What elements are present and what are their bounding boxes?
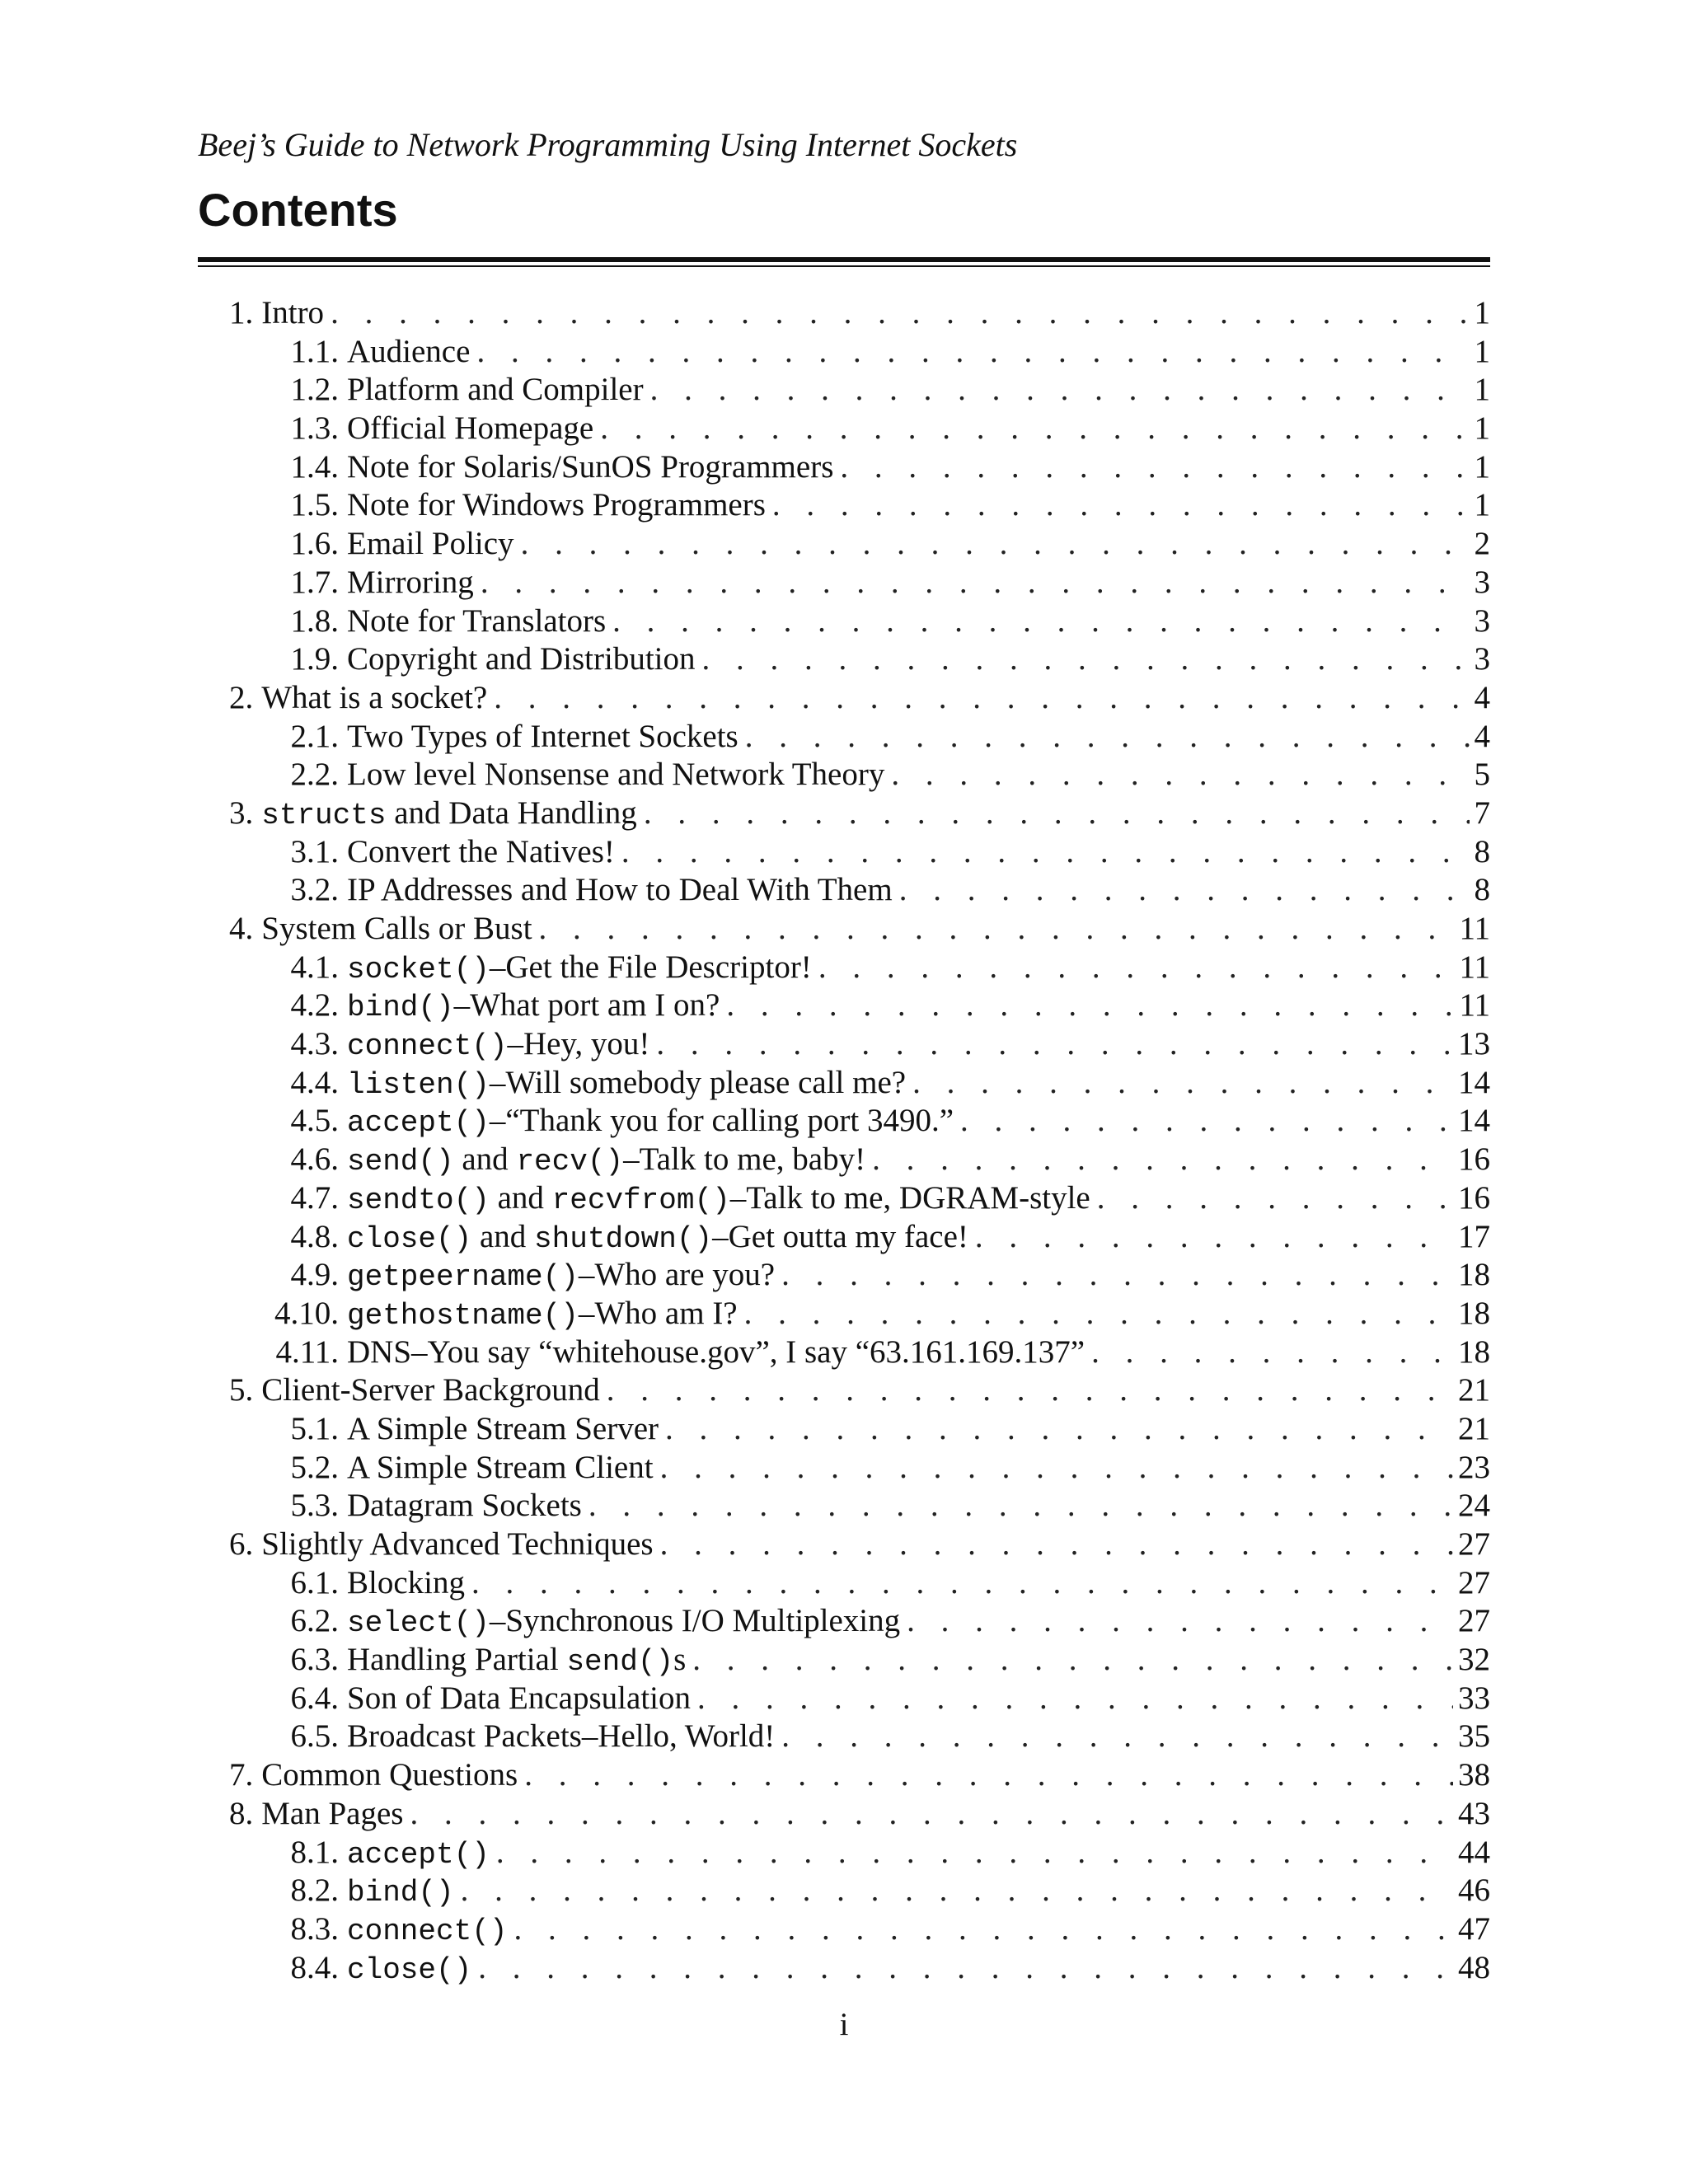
toc-entry-number: 6.2. [290, 1603, 339, 1639]
toc-entry-page: 38 [1458, 1757, 1490, 1793]
toc-entry-page: 27 [1458, 1564, 1490, 1601]
title-text: Note for Windows Programmers [347, 487, 766, 523]
toc-entry-title [347, 1025, 649, 1066]
toc-entry-number: 4.2. [290, 987, 339, 1024]
toc-entry-number: 1. [229, 295, 254, 330]
toc-entry[interactable] [198, 486, 1490, 525]
dot-leader [907, 1602, 1453, 1641]
title-text: –What port am I on? [453, 987, 720, 1024]
toc-entry-title [261, 294, 324, 333]
toc-entry[interactable] [198, 833, 1490, 872]
toc-entry[interactable] [198, 1025, 1490, 1064]
toc-entry-page: 7 [1474, 794, 1490, 831]
toc-entry-page: 13 [1458, 1026, 1490, 1062]
code-fragment: recv() [516, 1145, 624, 1179]
toc-entry-number: 4. [229, 911, 254, 946]
toc-entry-number: 1.8. [290, 602, 339, 639]
toc-entry-number: 1.3. [290, 410, 339, 447]
toc-entry-number: 5.1. [290, 1410, 339, 1446]
dot-leader [692, 1641, 1453, 1680]
title-text: IP Addresses and How to Deal With Them [347, 872, 893, 908]
toc-entry[interactable] [198, 871, 1490, 910]
toc-entry-title [347, 1295, 738, 1336]
dot-leader [1097, 1179, 1453, 1218]
code-fragment: getpeername() [347, 1260, 579, 1295]
title-text: Son of Data Encapsulation [347, 1680, 691, 1716]
toc-entry-page: 14 [1458, 1103, 1490, 1139]
title-text: –Hey, you! [507, 1026, 650, 1062]
toc-entry-title [347, 1641, 686, 1682]
toc-entry-title [347, 1487, 582, 1526]
toc-entry-number: 5.3. [290, 1488, 339, 1524]
dot-leader [331, 294, 1469, 333]
dot-leader [621, 833, 1470, 872]
title-text: –Get outta my face! [712, 1218, 968, 1254]
title-text: Two Types of Internet Sockets [347, 718, 738, 754]
title-text: Client-Server Background [261, 1372, 600, 1408]
toc-entry-page: 32 [1458, 1642, 1490, 1678]
toc-entry[interactable] [198, 333, 1490, 372]
toc-entry-page: 8 [1474, 872, 1490, 908]
title-text: and [471, 1218, 535, 1254]
title-text: Platform and Compiler [347, 372, 644, 408]
title-text: s [673, 1642, 687, 1678]
toc-entry-number: 3. [229, 794, 254, 831]
page-number: i [839, 2007, 849, 2042]
code-fragment: select() [347, 1606, 490, 1641]
title-text: Broadcast Packets–Hello, World! [347, 1718, 776, 1755]
code-fragment: send() [347, 1145, 454, 1179]
toc-entry-title [347, 833, 615, 872]
toc-entry-page: 11 [1459, 911, 1490, 946]
toc-entry-title [347, 1333, 1085, 1372]
code-fragment: send() [566, 1645, 674, 1680]
title-text: Copyright and Distribution [347, 641, 696, 677]
toc-entry[interactable] [198, 525, 1490, 564]
title-text: A Simple Stream Client [347, 1449, 654, 1485]
toc-entry-title [347, 602, 606, 641]
dot-leader [478, 1949, 1453, 1988]
toc-entry-page: 1 [1474, 487, 1490, 523]
dot-leader [726, 987, 1454, 1025]
toc-entry-title [347, 1680, 691, 1718]
toc-entry[interactable] [198, 1333, 1490, 1372]
toc-entry[interactable] [198, 718, 1490, 757]
title-text: Official Homepage [347, 410, 594, 447]
toc-entry-number: 6.1. [290, 1564, 339, 1601]
toc-entry-page: 1 [1474, 295, 1490, 330]
dot-leader [644, 794, 1470, 833]
toc-entry[interactable] [198, 756, 1490, 794]
title-text: Email Policy [347, 526, 514, 562]
toc-entry-number: 5. [229, 1372, 254, 1408]
code-fragment: shutdown() [534, 1221, 713, 1256]
toc-entry-number: 1.1. [290, 333, 339, 369]
toc-entry-title [347, 486, 766, 525]
toc-entry-page: 24 [1458, 1488, 1490, 1524]
toc-entry[interactable] [198, 448, 1490, 487]
toc-entry-page: 11 [1459, 987, 1490, 1024]
toc-entry-page: 16 [1458, 1179, 1490, 1216]
dot-leader [588, 1487, 1453, 1526]
toc-entry-page: 8 [1474, 833, 1490, 869]
toc-entry-number: 1.5. [290, 487, 339, 523]
toc-entry[interactable] [198, 1141, 1490, 1179]
dot-leader [650, 371, 1470, 410]
dot-leader [471, 1564, 1453, 1603]
dot-leader [612, 602, 1469, 641]
toc-entry-title [347, 1141, 865, 1182]
toc-entry-number: 4.10. [274, 1295, 339, 1331]
toc-entry-title [261, 1526, 653, 1564]
toc-entry-title [347, 987, 720, 1028]
title-text: Datagram Sockets [347, 1488, 582, 1524]
dot-leader [494, 679, 1469, 718]
dot-leader [513, 1910, 1453, 1949]
toc-entry-number: 4.5. [290, 1103, 339, 1139]
title-text: Mirroring [347, 564, 474, 600]
toc-entry-title [347, 371, 644, 410]
dot-leader [600, 410, 1469, 448]
toc-entry-number: 4.7. [290, 1179, 339, 1216]
toc-entry-title [347, 756, 884, 794]
toc-entry-number: 1.4. [290, 448, 339, 485]
dot-leader [891, 756, 1469, 794]
toc-entry-number: 7. [229, 1757, 254, 1793]
toc-entry-number: 8.3. [290, 1910, 339, 1947]
toc-entry-page: 46 [1458, 1872, 1490, 1909]
title-rule-thick [198, 257, 1490, 262]
toc-entry-title [347, 1602, 900, 1643]
toc-entry-page: 17 [1458, 1218, 1490, 1254]
toc-entry-title [347, 1102, 954, 1143]
toc-entry-number: 4.11. [275, 1333, 339, 1370]
toc-entry-title [347, 1872, 454, 1913]
toc-entry[interactable] [198, 1487, 1490, 1526]
toc-entry-number: 4.6. [290, 1141, 339, 1178]
title-rule-thin [198, 265, 1490, 267]
toc-entry-page: 14 [1458, 1064, 1490, 1100]
toc-entry-title [347, 871, 893, 910]
title-text: –Talk to me, DGRAM-style [729, 1179, 1090, 1216]
code-fragment: listen() [347, 1067, 490, 1102]
toc-entry[interactable] [198, 949, 1490, 987]
toc-entry-number: 3.1. [290, 833, 339, 869]
toc-entry[interactable] [198, 679, 1490, 718]
code-fragment: close() [347, 1221, 472, 1256]
title-text: Blocking [347, 1564, 465, 1601]
toc-entry-number: 1.6. [290, 526, 339, 562]
toc-entry-title [261, 794, 637, 836]
dot-leader [697, 1680, 1453, 1718]
code-fragment: structs [261, 798, 387, 832]
title-text: –Synchronous I/O Multiplexing [489, 1603, 901, 1639]
toc-entry-page: 16 [1458, 1141, 1490, 1178]
toc-entry-page: 1 [1474, 333, 1490, 369]
toc-entry-title [347, 525, 514, 564]
title-text: Convert the Natives! [347, 833, 615, 869]
toc-entry-page: 3 [1474, 641, 1490, 677]
title-text: and Data Handling [386, 794, 637, 831]
toc-entry[interactable] [198, 640, 1490, 679]
code-fragment: connect() [347, 1914, 508, 1948]
toc-entry-page: 1 [1474, 372, 1490, 408]
toc-entry-page: 2 [1474, 526, 1490, 562]
toc-entry-title [347, 1064, 906, 1105]
dot-leader [745, 718, 1470, 757]
dot-leader [702, 640, 1470, 679]
toc-entry-page: 43 [1458, 1795, 1490, 1831]
toc-entry-page: 23 [1458, 1449, 1490, 1485]
toc-entry-number: 4.1. [290, 949, 339, 985]
toc-entry-page: 18 [1458, 1257, 1490, 1293]
dot-leader [899, 871, 1470, 910]
toc-entry-title [347, 1256, 775, 1297]
toc-entry[interactable] [198, 1795, 1490, 1834]
toc-entry-title [347, 640, 696, 679]
code-fragment: accept() [347, 1837, 490, 1872]
code-fragment: bind() [347, 991, 454, 1025]
title-text: Note for Solaris/SunOS Programmers [347, 448, 834, 485]
title-text: –Who are you? [578, 1257, 776, 1293]
toc-entry[interactable] [198, 1295, 1490, 1333]
dot-leader [818, 949, 1455, 987]
dot-leader [772, 486, 1470, 525]
running-head: Beej’s Guide to Network Programming Using Internet Sockets [198, 126, 1018, 163]
toc-entry-number: 2. [229, 679, 254, 715]
toc-entry-title [347, 1410, 659, 1449]
toc-entry[interactable] [198, 1756, 1490, 1795]
dot-leader [975, 1218, 1453, 1257]
code-fragment: sendto() [347, 1183, 490, 1217]
dot-leader [481, 564, 1470, 602]
title-text: Audience [347, 333, 471, 369]
toc-entry-page: 35 [1458, 1718, 1490, 1755]
code-fragment: close() [347, 1952, 472, 1987]
toc-entry-number: 4.9. [290, 1257, 339, 1293]
toc-entry[interactable] [198, 564, 1490, 602]
toc-entry-number: 8.1. [290, 1834, 339, 1870]
toc-entry[interactable] [198, 794, 1490, 833]
code-fragment: accept() [347, 1106, 490, 1141]
toc-entry[interactable] [198, 1718, 1490, 1756]
code-fragment: gethostname() [347, 1298, 579, 1333]
title-text: –Will somebody please call me? [489, 1064, 907, 1100]
toc-entry-title [347, 1564, 465, 1603]
toc-entry-title [347, 1718, 775, 1756]
toc-entry-page: 3 [1474, 564, 1490, 600]
toc-entry-page: 21 [1458, 1372, 1490, 1408]
dot-leader [840, 448, 1469, 487]
dot-leader [521, 525, 1470, 564]
toc-entry-page: 47 [1458, 1910, 1490, 1947]
toc-entry[interactable] [198, 1910, 1490, 1949]
toc-entry[interactable] [198, 1064, 1490, 1103]
title-text: Low level Nonsense and Network Theory [347, 757, 885, 793]
toc-entry[interactable] [198, 1256, 1490, 1295]
title-text: and [453, 1141, 517, 1178]
toc-entry[interactable] [198, 371, 1490, 410]
title-text: DNS–You say “whitehouse.gov”, I say “63.161.169.137” [347, 1333, 1085, 1370]
toc-entry-page: 4 [1474, 679, 1490, 715]
toc-entry-title [347, 949, 812, 990]
toc-entry-page: 1 [1474, 410, 1490, 447]
toc-entry-number: 8.4. [290, 1949, 339, 1985]
toc-entry-number: 2.2. [290, 757, 339, 793]
toc-entry-page: 44 [1458, 1834, 1490, 1870]
dot-leader [1091, 1333, 1453, 1372]
dot-leader [539, 910, 1455, 949]
dot-leader [660, 1449, 1453, 1488]
toc-entry-page: 27 [1458, 1603, 1490, 1639]
toc-entry[interactable] [198, 1949, 1490, 1988]
toc-entry-title [347, 1910, 507, 1952]
toc-entry-title [347, 448, 833, 487]
code-fragment: recvfrom() [551, 1183, 730, 1217]
title-text: –Who am I? [578, 1295, 738, 1331]
title-text: Note for Translators [347, 602, 607, 639]
toc-entry-title [347, 1449, 654, 1488]
title-text: Handling Partial [347, 1642, 567, 1678]
toc-entry-number: 2.1. [290, 718, 339, 754]
dot-leader [476, 333, 1469, 372]
dot-leader [960, 1102, 1453, 1141]
dot-leader [744, 1295, 1453, 1333]
toc-entry[interactable] [198, 910, 1490, 949]
toc-entry-page: 5 [1474, 757, 1490, 793]
dot-leader [781, 1256, 1453, 1295]
toc-entry-number: 8. [229, 1795, 254, 1831]
toc-entry-title [261, 1756, 518, 1795]
dot-leader [656, 1025, 1453, 1064]
toc-entry-title [347, 333, 470, 372]
title-text: Man Pages [261, 1795, 404, 1831]
toc-entry[interactable] [198, 410, 1490, 448]
dot-leader [872, 1141, 1453, 1179]
toc-entry-number: 8.2. [290, 1872, 339, 1909]
title-text: –Get the File Descriptor! [489, 949, 812, 985]
toc-entry-title [347, 1218, 968, 1259]
page-title: Contents [198, 184, 398, 236]
toc-entry-title [347, 1949, 471, 1990]
dot-leader [410, 1795, 1453, 1834]
toc-entry-number: 6.5. [290, 1718, 339, 1755]
toc-entry-title [347, 1834, 490, 1875]
toc-entry-number: 1.9. [290, 641, 339, 677]
toc-entry-number: 4.3. [290, 1026, 339, 1062]
dot-leader [461, 1872, 1453, 1910]
toc-entry[interactable] [198, 1834, 1490, 1872]
toc-entry-number: 5.2. [290, 1449, 339, 1485]
toc-entry[interactable] [198, 987, 1490, 1025]
toc-entry[interactable] [198, 602, 1490, 641]
toc-entry-title [261, 910, 532, 949]
title-text: A Simple Stream Server [347, 1410, 659, 1446]
toc-entry[interactable] [198, 1680, 1490, 1718]
toc-entry-page: 33 [1458, 1680, 1490, 1716]
toc-entry-title [261, 1795, 403, 1834]
toc-entry[interactable] [198, 1449, 1490, 1488]
title-text: –“Thank you for calling port 3490.” [489, 1103, 954, 1139]
toc-entry[interactable] [198, 1602, 1490, 1641]
toc-entry-number: 3.2. [290, 872, 339, 908]
toc-entry-title [347, 410, 593, 448]
code-fragment: socket() [347, 952, 490, 987]
toc-entry-number: 6. [229, 1526, 254, 1562]
title-text: Intro [261, 295, 325, 330]
toc-entry[interactable] [198, 1179, 1490, 1218]
toc-entry-page: 4 [1474, 718, 1490, 754]
toc-entry-number: 1.7. [290, 564, 339, 600]
title-text: What is a socket? [261, 679, 488, 715]
toc-entry-title [347, 1179, 1090, 1221]
toc-entry-page: 18 [1458, 1295, 1490, 1331]
toc-entry-page: 18 [1458, 1333, 1490, 1370]
toc-entry-title [347, 564, 474, 602]
toc-entry-title [261, 1371, 599, 1410]
toc-entry-title [261, 679, 487, 718]
title-text: Common Questions [261, 1757, 518, 1793]
toc-entry[interactable] [198, 1526, 1490, 1564]
toc-entry-page: 27 [1458, 1526, 1490, 1562]
dot-leader [607, 1371, 1453, 1410]
toc-entry-page: 11 [1459, 949, 1490, 985]
toc-entry[interactable] [198, 1102, 1490, 1141]
dot-leader [524, 1756, 1453, 1795]
toc-entry-number: 6.4. [290, 1680, 339, 1716]
title-text: and [489, 1179, 552, 1216]
dot-leader [912, 1064, 1453, 1103]
title-text: Slightly Advanced Techniques [261, 1526, 654, 1562]
toc-entry[interactable] [198, 1218, 1490, 1257]
title-text: System Calls or Bust [261, 911, 532, 946]
toc-entry-number: 1.2. [290, 372, 339, 408]
dot-leader [496, 1834, 1453, 1872]
toc-entry[interactable] [198, 1564, 1490, 1603]
dot-leader [665, 1410, 1453, 1449]
dot-leader [781, 1718, 1453, 1756]
toc-entry[interactable] [198, 1641, 1490, 1680]
toc-entry-page: 21 [1458, 1410, 1490, 1446]
toc-entry[interactable] [198, 1410, 1490, 1449]
title-text: –Talk to me, baby! [623, 1141, 866, 1178]
toc-entry[interactable] [198, 294, 1490, 333]
toc-entry-page: 3 [1474, 602, 1490, 639]
toc-entry[interactable] [198, 1371, 1490, 1410]
table-of-contents [198, 294, 1490, 1987]
toc-entry-title [347, 718, 738, 757]
toc-entry-number: 4.4. [290, 1064, 339, 1100]
code-fragment: bind() [347, 1876, 454, 1910]
toc-entry-page: 1 [1474, 448, 1490, 485]
toc-entry[interactable] [198, 1872, 1490, 1910]
toc-entry-number: 4.8. [290, 1218, 339, 1254]
toc-entry-number: 6.3. [290, 1642, 339, 1678]
toc-entry-page: 48 [1458, 1949, 1490, 1985]
dot-leader [660, 1526, 1453, 1564]
code-fragment: connect() [347, 1029, 508, 1064]
